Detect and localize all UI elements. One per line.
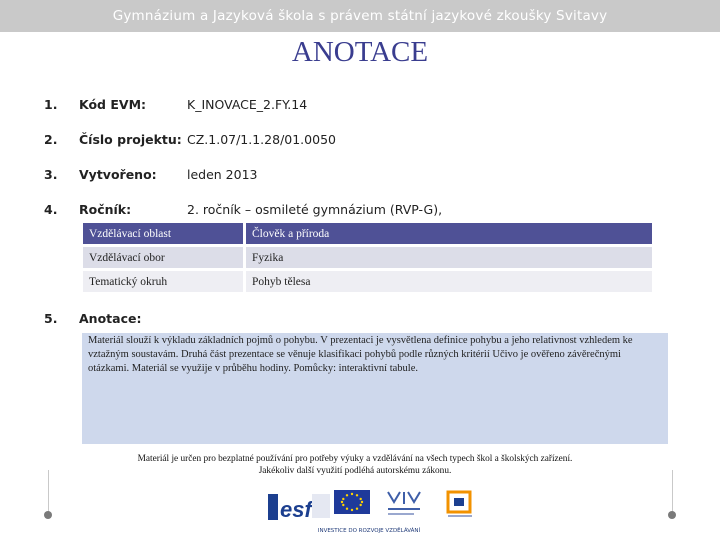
item-value: CZ.1.07/1.1.28/01.0050 <box>187 132 336 147</box>
footer-line: Jakékoliv další využití podléhá autorskému zákonu. <box>258 466 452 476</box>
page-title: ANOTACE <box>291 36 429 68</box>
annotation-text: Materiál slouží k výkladu základních pojmů o pohybu. V prezentaci je vysvětlena definice pohybu a jeho relativnost vzhledem ke vztažným soustavám. Druhá část prezentace se věnuje klasifikaci pohybů podle různých kritérií Učivo je ověřeno závěrečnými otázkami. Materiál se využije v průběhu hodiny. Pomůcky: interaktivní tabule. <box>88 335 633 374</box>
table-cell: Vzdělávací obor <box>83 247 243 268</box>
item-row-grade <box>44 202 443 217</box>
table-row <box>83 271 652 292</box>
msmt-logo-icon <box>384 490 424 522</box>
table-cell: Tematický okruh <box>83 271 243 292</box>
item-value: leden 2013 <box>187 167 258 182</box>
divider <box>48 470 49 515</box>
item-row-created <box>44 167 258 182</box>
esf-logo-text: esf <box>280 497 312 522</box>
item-number: 5. <box>44 311 58 326</box>
bullet-dot <box>668 511 676 519</box>
item-number: 2. <box>44 132 58 147</box>
esf-logo-icon <box>268 490 330 524</box>
item-label: Číslo projektu: <box>79 132 182 147</box>
table-cell: Vzdělávací oblast <box>83 223 243 244</box>
item-label: Vytvořeno: <box>79 167 157 182</box>
item-label: Kód EVM: <box>79 97 147 112</box>
item-row-project <box>44 132 336 147</box>
item-label: Anotace: <box>79 311 142 326</box>
item-number: 1. <box>44 97 58 112</box>
table-cell: Fyzika <box>246 247 652 268</box>
table-cell: Pohyb tělesa <box>246 271 652 292</box>
bullet-dot <box>44 511 52 519</box>
item-row-evm <box>44 97 308 112</box>
subject-table <box>80 220 655 295</box>
table-row <box>83 223 652 244</box>
item-value: K_INOVACE_2.FY.14 <box>187 97 308 112</box>
table-cell: Člověk a příroda <box>246 223 652 244</box>
divider <box>672 470 673 515</box>
item-value: 2. ročník – osmileté gymnázium (RVP-G), <box>187 202 443 217</box>
op-vk-logo-icon <box>444 490 476 522</box>
item-row-annotation <box>44 311 142 326</box>
item-label: Ročník: <box>79 202 132 217</box>
logo-caption: INVESTICE DO ROZVOJE VZDĚLÁVÁNÍ <box>317 528 421 534</box>
item-number: 4. <box>44 202 58 217</box>
item-number: 3. <box>44 167 58 182</box>
school-header: Gymnázium a Jazyková škola s právem státní jazykové zkoušky Svitavy <box>0 0 720 32</box>
footer-line: Materiál je určen pro bezplatné používání pro potřeby výuky a vzdělávání na všech typech škol a školských zařízení. <box>137 454 573 464</box>
footer-note <box>100 453 610 477</box>
table-row <box>83 247 652 268</box>
eu-flag-icon <box>334 490 370 518</box>
